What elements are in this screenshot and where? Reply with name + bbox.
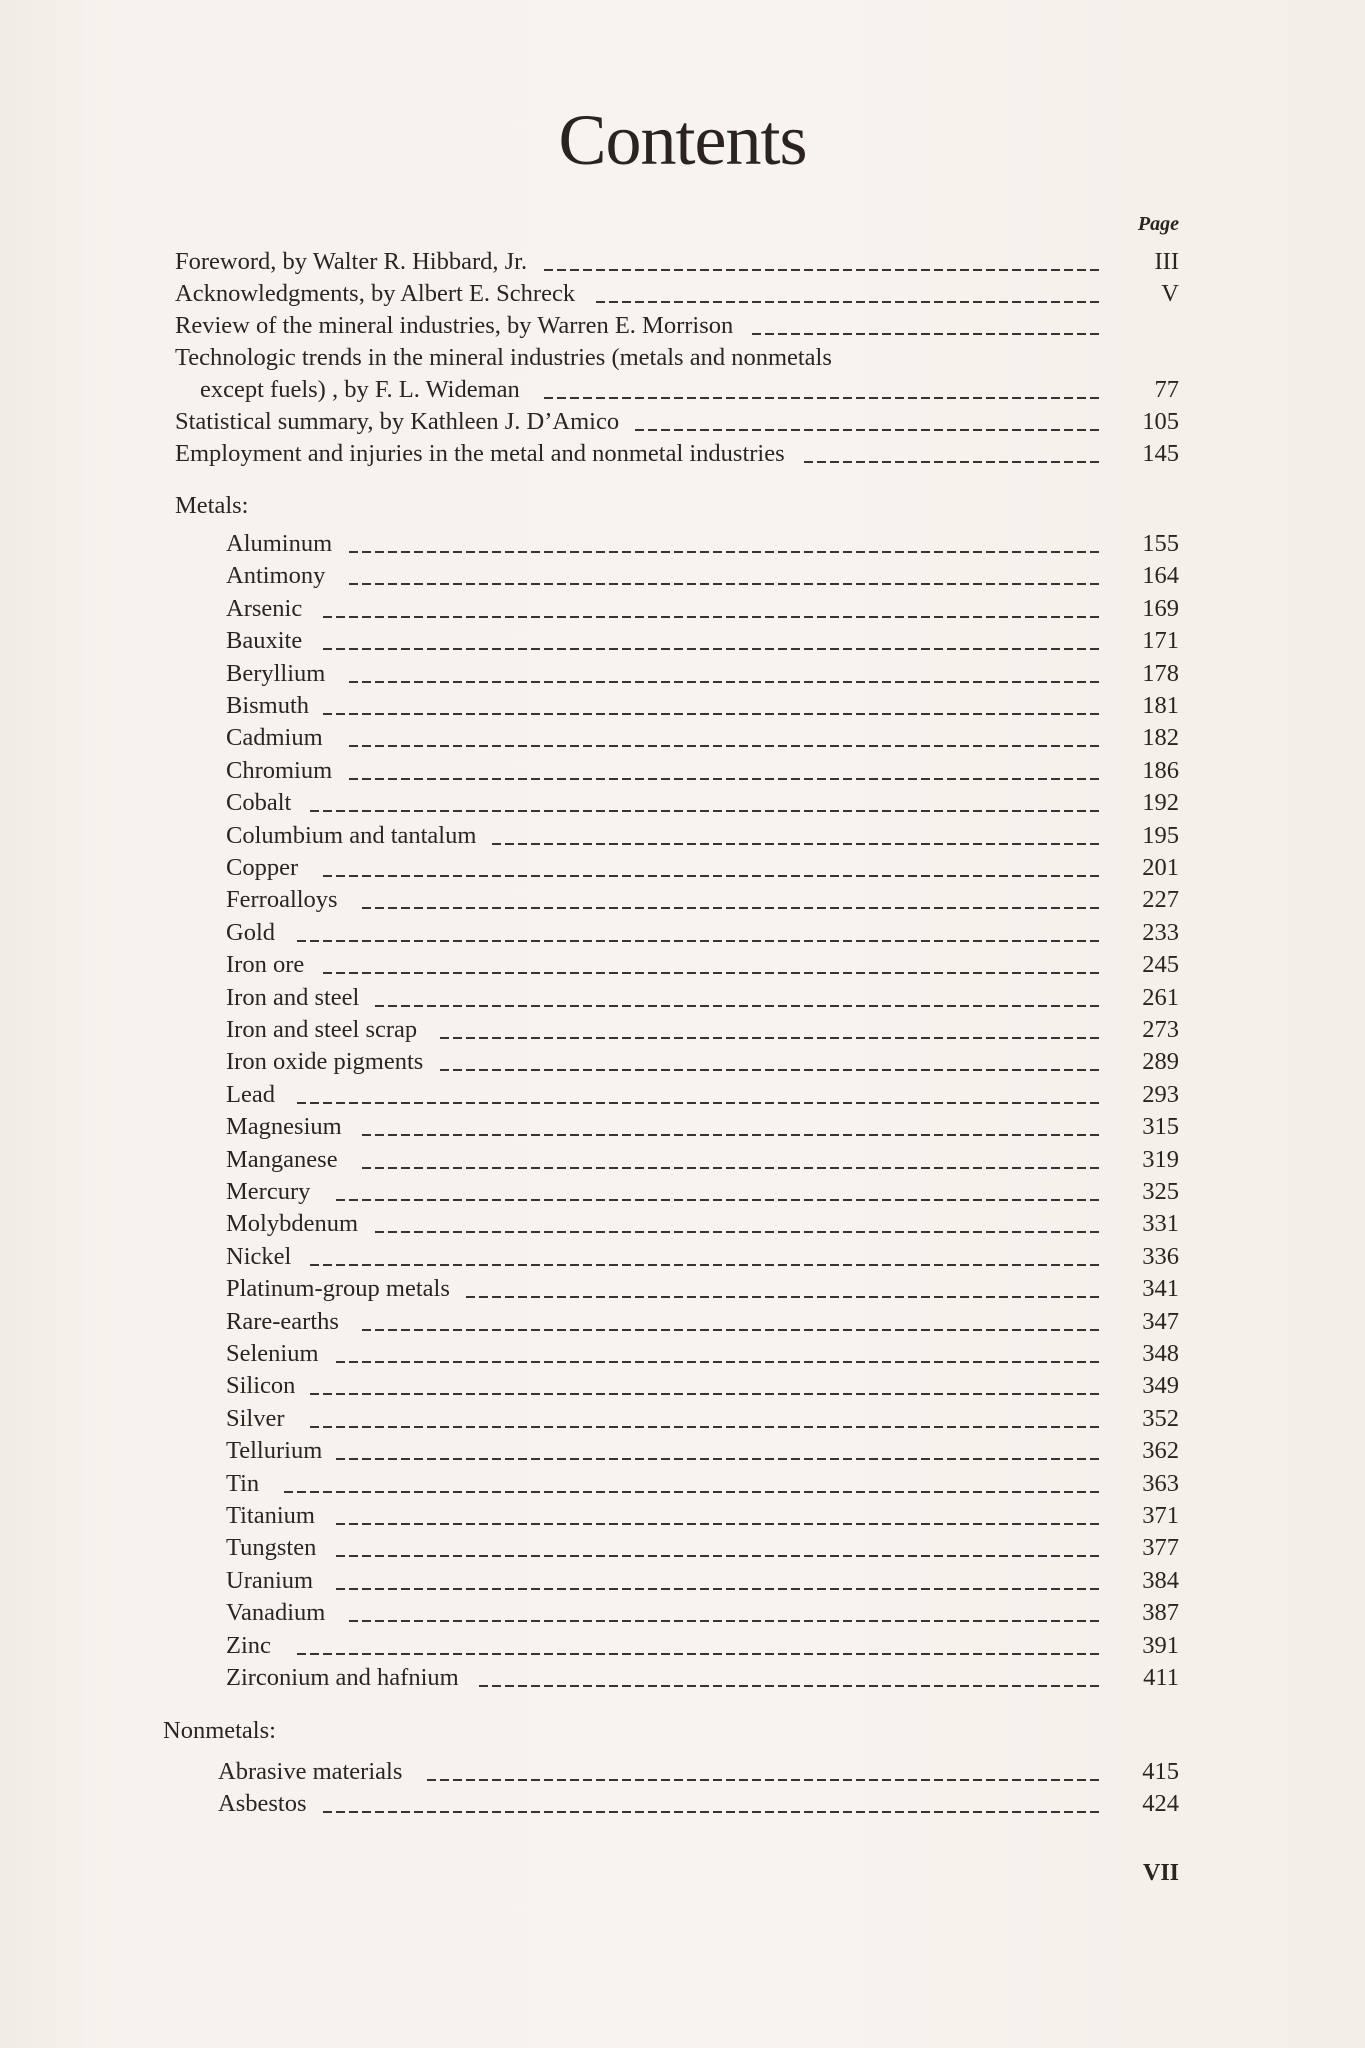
- toc-entry-page-number: 164: [1142, 562, 1179, 590]
- toc-entry-label: Employment and injuries in the metal and nonmetal industries: [175, 440, 785, 467]
- toc-entry[interactable]: [0, 690, 1365, 721]
- toc-entry-page-number: 77: [1154, 376, 1179, 403]
- metals-heading: Metals:: [175, 492, 249, 519]
- toc-entry-page-number: 201: [1142, 854, 1179, 881]
- toc-entry-page-number: 289: [1142, 1048, 1179, 1076]
- toc-entry-label: Aluminum: [226, 530, 333, 557]
- toc-entry[interactable]: [0, 593, 1365, 624]
- dot-leader: [310, 1264, 1103, 1266]
- dot-leader: [349, 778, 1103, 780]
- toc-entry-page-number: 348: [1142, 1340, 1179, 1367]
- toc-entry-label: Abrasive materials: [218, 1758, 403, 1785]
- toc-entry[interactable]: [0, 1273, 1365, 1304]
- toc-entry[interactable]: [0, 1111, 1365, 1142]
- dot-leader: [362, 907, 1103, 909]
- dot-leader: [349, 745, 1103, 747]
- toc-entry[interactable]: [0, 1756, 1365, 1787]
- dot-leader: [323, 648, 1103, 650]
- toc-entry-page-number: 315: [1142, 1113, 1179, 1141]
- toc-entry[interactable]: [0, 1338, 1365, 1369]
- dot-leader: [297, 1102, 1103, 1104]
- toc-entry[interactable]: [0, 310, 1365, 341]
- dot-leader: [310, 1393, 1103, 1395]
- toc-entry-page-number: 347: [1142, 1307, 1179, 1335]
- toc-entry-page-number: 105: [1142, 408, 1179, 435]
- toc-entry-page-number: III: [1154, 248, 1179, 275]
- dot-leader: [336, 1458, 1103, 1460]
- toc-entry-page-number: 182: [1142, 724, 1179, 752]
- toc-entry[interactable]: [0, 1176, 1365, 1207]
- toc-entry[interactable]: [0, 246, 1365, 277]
- toc-entry[interactable]: [0, 1046, 1365, 1077]
- toc-entry-page-number: 391: [1142, 1631, 1179, 1659]
- toc-entry-label: Gold: [226, 918, 275, 946]
- toc-entry-label: Iron ore: [226, 951, 305, 979]
- toc-entry-label: Selenium: [226, 1340, 319, 1367]
- dot-leader: [466, 1296, 1103, 1298]
- toc-entry[interactable]: [0, 852, 1365, 883]
- toc-entry-label: Beryllium: [226, 659, 326, 687]
- dot-leader: [349, 1620, 1103, 1622]
- toc-entry-page-number: 325: [1142, 1178, 1179, 1205]
- toc-entry-page-number: 377: [1142, 1534, 1179, 1562]
- toc-entry-label: Bismuth: [226, 692, 310, 719]
- toc-entry-page-number: 227: [1142, 886, 1179, 914]
- toc-entry[interactable]: [0, 1468, 1365, 1499]
- toc-entry-page-number: 169: [1142, 594, 1179, 622]
- toc-entry-page-number: 384: [1142, 1566, 1179, 1594]
- toc-entry-label: Chromium: [226, 756, 333, 784]
- toc-entry-page-number: 363: [1142, 1469, 1179, 1497]
- toc-entry-label: Foreword, by Walter R. Hibbard, Jr.: [175, 248, 528, 275]
- dot-leader: [349, 583, 1103, 585]
- toc-entry-label: Asbestos: [218, 1790, 307, 1817]
- dot-leader: [323, 875, 1103, 877]
- toc-entry[interactable]: [0, 1565, 1365, 1596]
- toc-entry[interactable]: [0, 625, 1365, 656]
- dot-leader: [752, 333, 1103, 335]
- nonmetals-heading: Nonmetals:: [163, 1717, 276, 1744]
- toc-entry[interactable]: [0, 1500, 1365, 1531]
- dot-leader: [427, 1779, 1103, 1781]
- dot-leader: [362, 1134, 1103, 1136]
- dot-leader: [440, 1069, 1103, 1071]
- dot-leader: [336, 1523, 1103, 1525]
- toc-entry-page-number: 362: [1142, 1437, 1179, 1465]
- toc-entry-page-number: 371: [1142, 1502, 1179, 1529]
- toc-entry-page-number: 195: [1142, 821, 1179, 849]
- toc-entry-page-number: 424: [1142, 1790, 1179, 1817]
- dot-leader: [323, 972, 1103, 974]
- toc-entry[interactable]: [0, 820, 1365, 851]
- toc-entry-label: Silver: [226, 1404, 285, 1432]
- toc-entry[interactable]: [0, 374, 1365, 405]
- toc-entry[interactable]: [0, 528, 1365, 559]
- toc-entry[interactable]: [0, 278, 1365, 309]
- dot-leader: [297, 1653, 1103, 1655]
- toc-entry-label: Antimony: [226, 562, 326, 590]
- toc-entry-label: Cobalt: [226, 789, 292, 817]
- toc-entry-label: Acknowledgments, by Albert E. Schreck: [175, 280, 576, 307]
- dot-leader: [336, 1555, 1103, 1557]
- dot-leader: [336, 1199, 1103, 1201]
- toc-entry[interactable]: [0, 1788, 1365, 1819]
- toc-entry-page-number: 192: [1142, 789, 1179, 817]
- toc-entry-label: Arsenic: [226, 594, 303, 622]
- toc-entry[interactable]: [0, 438, 1365, 469]
- toc-entry-label: Magnesium: [226, 1113, 342, 1141]
- page-column-heading: Page: [1137, 213, 1179, 235]
- dot-leader: [336, 1361, 1103, 1363]
- toc-entry-label: Mercury: [226, 1178, 311, 1205]
- dot-leader: [635, 429, 1103, 431]
- toc-entry-label: Silicon: [226, 1372, 296, 1400]
- dot-leader: [362, 1167, 1103, 1169]
- page-title: Contents: [558, 100, 807, 180]
- dot-leader: [336, 1588, 1103, 1590]
- toc-entry-page-number: 319: [1142, 1145, 1179, 1173]
- dot-leader: [323, 1811, 1103, 1813]
- toc-entry[interactable]: [0, 1370, 1365, 1401]
- toc-entry-page-number: 233: [1142, 918, 1179, 946]
- dot-leader: [323, 713, 1103, 715]
- dot-leader: [804, 461, 1103, 463]
- toc-entry-label: Titanium: [226, 1502, 315, 1529]
- dot-leader: [323, 616, 1103, 618]
- toc-entry[interactable]: [0, 787, 1365, 818]
- dot-leader: [362, 1329, 1103, 1331]
- toc-entry-label: Bauxite: [226, 627, 303, 655]
- toc-entry[interactable]: [0, 1630, 1365, 1661]
- toc-entry[interactable]: [0, 755, 1365, 786]
- toc-entry-page-number: 186: [1142, 756, 1179, 784]
- toc-entry-label: Zinc: [226, 1631, 271, 1659]
- toc-entry-label: Iron and steel scrap: [226, 1016, 418, 1043]
- toc-entry-page-number: V: [1161, 280, 1179, 307]
- toc-entry-label: Zirconium and hafnium: [226, 1664, 459, 1691]
- toc-entry[interactable]: [0, 406, 1365, 437]
- toc-entry-label: Manganese: [226, 1145, 338, 1173]
- toc-entry-page-number: 349: [1142, 1372, 1179, 1400]
- toc-entry-label: Technologic trends in the mineral industries (metals and nonmetals: [175, 344, 832, 371]
- toc-entry-page-number: 415: [1142, 1758, 1179, 1785]
- toc-entry-label: Copper: [226, 854, 299, 881]
- dot-leader: [310, 810, 1103, 812]
- toc-entry-label: Nickel: [226, 1242, 292, 1270]
- dot-leader: [492, 843, 1103, 845]
- toc-entry-label: Tellurium: [226, 1437, 323, 1465]
- toc-entry[interactable]: [0, 1208, 1365, 1239]
- dot-leader: [349, 551, 1103, 553]
- toc-entry-page-number: 261: [1142, 983, 1179, 1011]
- toc-entry[interactable]: [0, 982, 1365, 1013]
- toc-entry[interactable]: [0, 1144, 1365, 1175]
- toc-entry-label: Ferroalloys: [226, 886, 338, 914]
- toc-entry[interactable]: [0, 884, 1365, 915]
- toc-entry-page-number: 178: [1142, 659, 1179, 687]
- toc-entry-page-number: 171: [1142, 627, 1179, 655]
- toc-entry-page-number: 352: [1142, 1404, 1179, 1432]
- dot-leader: [544, 269, 1103, 271]
- toc-entry[interactable]: [0, 658, 1365, 689]
- toc-entry[interactable]: [0, 1435, 1365, 1466]
- toc-entry-label: Rare-earths: [226, 1307, 339, 1335]
- toc-entry[interactable]: [0, 1532, 1365, 1563]
- toc-entry-label: Review of the mineral industries, by Warren E. Morrison: [175, 312, 734, 339]
- toc-entry-page-number: 411: [1143, 1664, 1179, 1691]
- dot-leader: [596, 301, 1103, 303]
- toc-entry-page-number: 145: [1142, 440, 1179, 467]
- toc-entry-label: Lead: [226, 1080, 275, 1108]
- toc-entry-page-number: 387: [1142, 1599, 1179, 1627]
- toc-entry[interactable]: [0, 917, 1365, 948]
- toc-entry-page-number: 336: [1142, 1242, 1179, 1270]
- dot-leader: [297, 940, 1103, 942]
- toc-entry-label: Tungsten: [226, 1534, 317, 1562]
- toc-entry-label: Iron oxide pigments: [226, 1048, 424, 1076]
- toc-entry[interactable]: [0, 1403, 1365, 1434]
- toc-entry[interactable]: [0, 1079, 1365, 1110]
- dot-leader: [479, 1685, 1103, 1687]
- toc-entry[interactable]: [0, 1241, 1365, 1272]
- toc-entry-page-number: 245: [1142, 951, 1179, 979]
- toc-entry[interactable]: [0, 342, 1365, 373]
- toc-entry[interactable]: [0, 949, 1365, 980]
- toc-entry-page-number: 155: [1142, 530, 1179, 557]
- toc-entry-label: Molybdenum: [226, 1210, 359, 1238]
- dot-leader: [310, 1426, 1103, 1428]
- toc-entry-label: Tin: [226, 1469, 260, 1497]
- toc-entry-label: Statistical summary, by Kathleen J. D’Amico: [175, 408, 620, 435]
- dot-leader: [375, 1231, 1103, 1233]
- toc-entry-page-number: 341: [1142, 1275, 1179, 1303]
- toc-entry[interactable]: [0, 722, 1365, 753]
- toc-entry-page-number: 273: [1142, 1016, 1179, 1043]
- dot-leader: [284, 1491, 1103, 1493]
- toc-entry-label: Platinum-group metals: [226, 1275, 450, 1303]
- toc-entry-page-number: 293: [1142, 1080, 1179, 1108]
- dot-leader: [544, 397, 1103, 399]
- toc-entry-label: Columbium and tantalum: [226, 821, 477, 849]
- toc-entry-label: Uranium: [226, 1566, 314, 1594]
- dot-leader: [349, 681, 1103, 683]
- page-folio: VII: [1142, 1860, 1179, 1886]
- toc-entry-page-number: 181: [1142, 692, 1179, 719]
- toc-entry[interactable]: [0, 1014, 1365, 1045]
- toc-entry[interactable]: [0, 560, 1365, 591]
- dot-leader: [375, 1005, 1103, 1007]
- dot-leader: [440, 1037, 1103, 1039]
- toc-entry-label: Iron and steel: [226, 983, 360, 1011]
- toc-entry-page-number: 331: [1142, 1210, 1179, 1238]
- toc-entry[interactable]: [0, 1662, 1365, 1693]
- toc-entry-label: Cadmium: [226, 724, 323, 752]
- toc-entry-label: Vanadium: [226, 1599, 326, 1627]
- toc-entry[interactable]: [0, 1306, 1365, 1337]
- toc-entry[interactable]: [0, 1597, 1365, 1628]
- toc-entry-label: except fuels) , by F. L. Wideman: [200, 376, 520, 403]
